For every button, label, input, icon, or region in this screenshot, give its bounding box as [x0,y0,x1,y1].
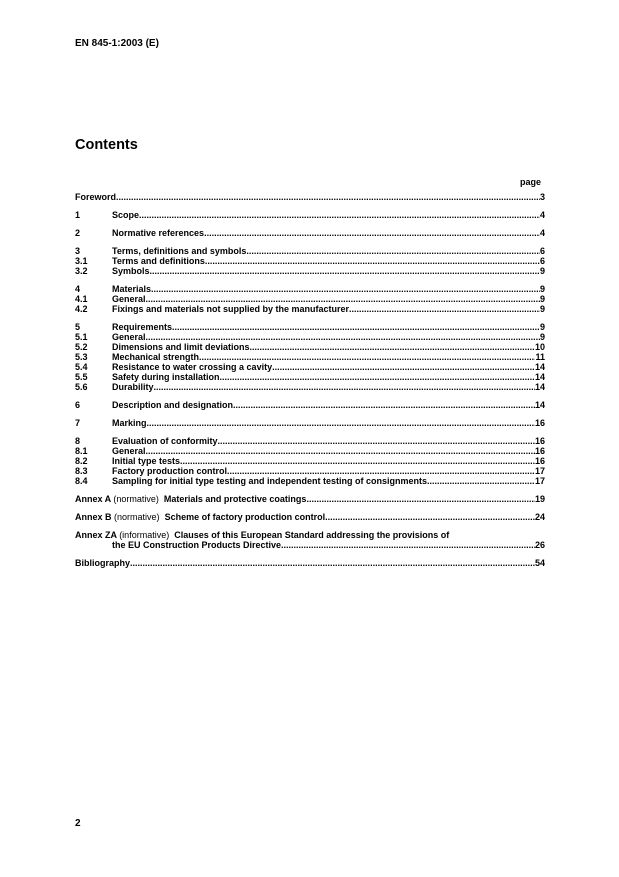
toc-bibliography[interactable]: Bibliography ..... 54 [75,558,545,568]
toc-entry[interactable]: Foreword ..... 3 [75,192,545,202]
toc-entry[interactable]: 8.4 Sampling for initial type testing and independent testing of consignments ..... 17 [75,476,545,486]
toc-annex-za-continued[interactable]: the EU Construction Products Directive ..... 26 [75,540,545,550]
toc-entry[interactable]: 3 Terms, definitions and symbols ..... 6 [75,246,545,256]
toc-entry[interactable]: 5.4 Resistance to water crossing a cavity ..... 14 [75,362,545,372]
toc-entry[interactable]: 3.2 Symbols ..... 9 [75,266,545,276]
toc-entry[interactable]: 5.1 General ..... 9 [75,332,545,342]
page-title: Contents [75,137,138,153]
toc-entry[interactable]: 8.2 Initial type tests ..... 16 [75,456,545,466]
toc-entry[interactable]: 8.3 Factory production control ..... 17 [75,466,545,476]
toc-annex-a[interactable]: Annex A (normative) Materials and protective coatings ..... 19 [75,494,545,504]
toc-entry[interactable]: 5.5 Safety during installation ..... 14 [75,372,545,382]
toc-entry[interactable]: 8 Evaluation of conformity ..... 16 [75,436,545,446]
toc-entry[interactable]: 5.2 Dimensions and limit deviations ..... 10 [75,342,545,352]
toc-entry[interactable]: 5.6 Durability ..... 14 [75,382,545,392]
toc-entry[interactable]: 5 Requirements ..... 9 [75,322,545,332]
toc-entry[interactable]: 7 Marking ..... 16 [75,418,545,428]
toc-entry[interactable]: 6 Description and designation ..... 14 [75,400,545,410]
toc-annex-za[interactable]: Annex ZA (informative) Clauses of this European Standard addressing the provisions of [75,530,450,540]
toc-annex-b[interactable]: Annex B (normative) Scheme of factory production control ..... 24 [75,512,545,522]
toc-entry[interactable]: 3.1 Terms and definitions ..... 6 [75,256,545,266]
toc-entry[interactable]: 1 Scope ..... 4 [75,210,545,220]
toc-entry[interactable]: 4.2 Fixings and materials not supplied by the manufacturer ..... 9 [75,304,545,314]
table-of-contents [75,192,545,568]
page-number: 2 [75,818,81,829]
toc-entry[interactable]: 8.1 General ..... 16 [75,446,545,456]
page-column-label: page [520,177,542,187]
toc-entry[interactable]: 4.1 General ..... 9 [75,294,545,304]
toc-entry[interactable]: 5.3 Mechanical strength ..... 11 [75,352,545,362]
toc-entry[interactable]: 4 Materials ..... 9 [75,284,545,294]
document-header: EN 845-1:2003 (E) [75,38,159,49]
toc-entry[interactable]: 2 Normative references ..... 4 [75,228,545,238]
